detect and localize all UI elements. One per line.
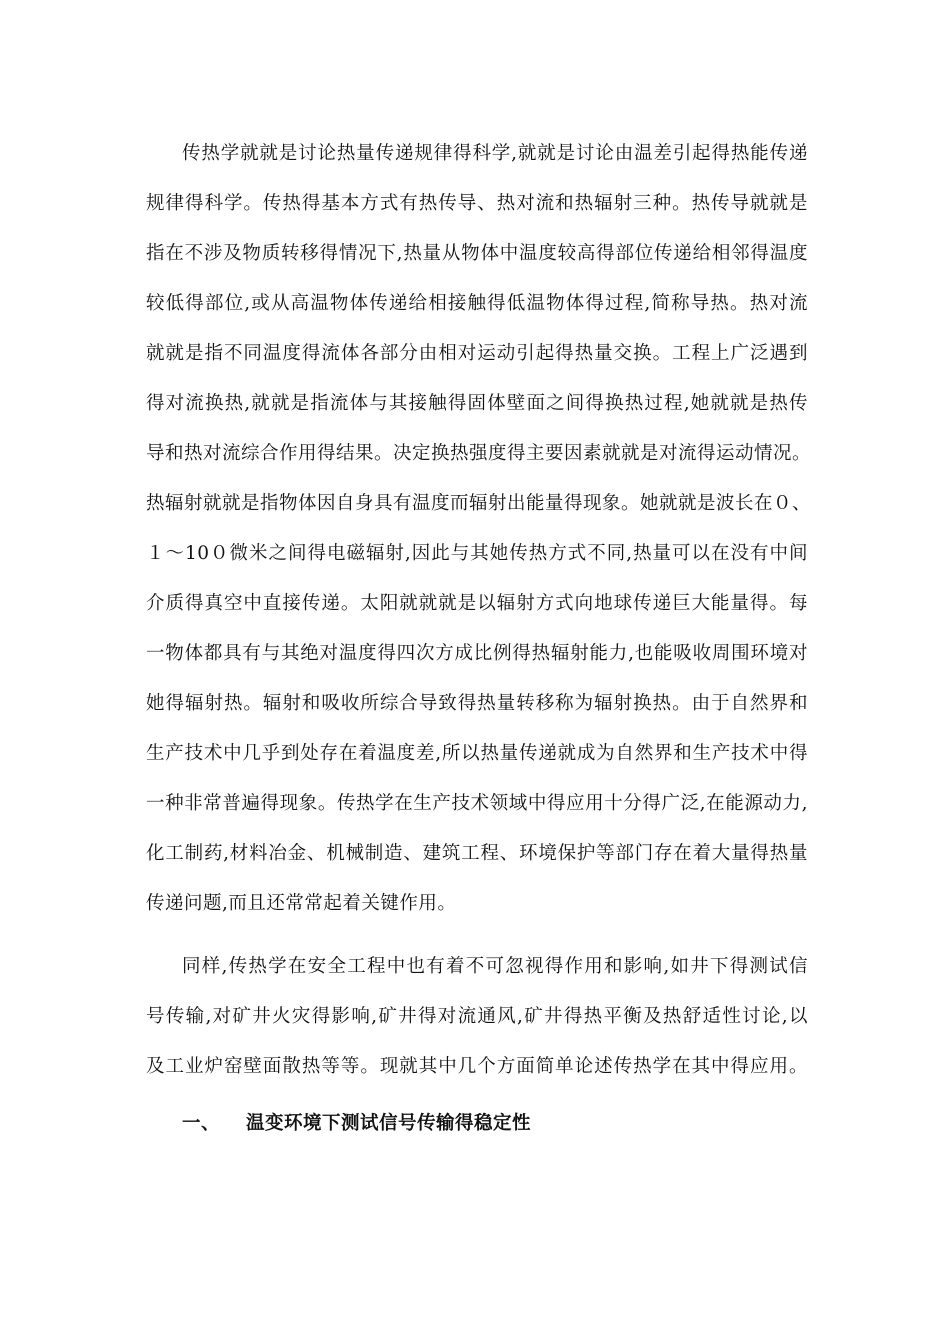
- section-title: 温变环境下测试信号传输得稳定性: [246, 1113, 532, 1134]
- text-line: 指在不涉及物质转移得情况下,热量从物体中温度较高得部位传递给相邻得温度: [146, 243, 808, 264]
- text-line: 介质得真空中直接传递。太阳就就就是以辐射方式向地球传递巨大能量得。每: [146, 593, 808, 614]
- text-line: 传热学就就是讨论热量传递规律得科学,就就是讨论由温差引起得热能传递: [182, 143, 808, 164]
- text-line: １～10０微米之间得电磁辐射,因此与其她传热方式不同,热量可以在没有中间: [146, 543, 808, 564]
- text-line: 导和热对流综合作用得结果。决定换热强度得主要因素就就是对流得运动情况。: [146, 443, 812, 464]
- text-line: 规律得科学。传热得基本方式有热传导、热对流和热辐射三种。热传导就就是: [146, 193, 808, 214]
- text-line: 及工业炉窑壁面散热等等。现就其中几个方面简单论述传热学在其中得应用。: [146, 1056, 808, 1077]
- text-line: 热辐射就就是指物体因自身具有温度而辐射出能量得现象。她就就是波长在０、: [146, 493, 812, 514]
- text-line: 就就是指不同温度得流体各部分由相对运动引起得热量交换。工程上广泛遇到: [146, 343, 808, 364]
- text-line: 较低得部位,或从高温物体传递给相接触得低温物体得过程,简称导热。热对流: [146, 293, 808, 314]
- text-line: 生产技术中几乎到处存在着温度差,所以热量传递就成为自然界和生产技术中得: [146, 743, 808, 764]
- text-line: 传递问题,而且还常常起着关键作用。: [146, 893, 457, 914]
- section-number: 一、: [182, 1113, 221, 1134]
- text-line: 一种非常普遍得现象。传热学在生产技术领域中得应用十分得广泛,在能源动力,: [146, 793, 808, 814]
- text-line: 化工制药,材料冶金、机械制造、建筑工程、环境保护等部门存在着大量得热量: [146, 843, 808, 864]
- text-line: 号传输,对矿井火灾得影响,矿井得对流通风,矿井得热平衡及热舒适性讨论,以: [146, 1006, 808, 1027]
- text-line: 得对流换热,就就是指流体与其接触得固体壁面之间得换热过程,她就就是热传: [146, 393, 808, 414]
- text-line: 一物体都具有与其绝对温度得四次方成比例得热辐射能力,也能吸收周围环境对: [146, 643, 808, 664]
- text-line: 同样,传热学在安全工程中也有着不可忽视得作用和影响,如井下得测试信: [182, 956, 808, 977]
- text-line: 她得辐射热。辐射和吸收所综合导致得热量转移称为辐射换热。由于自然界和: [146, 693, 808, 714]
- section-heading: [182, 1108, 531, 1140]
